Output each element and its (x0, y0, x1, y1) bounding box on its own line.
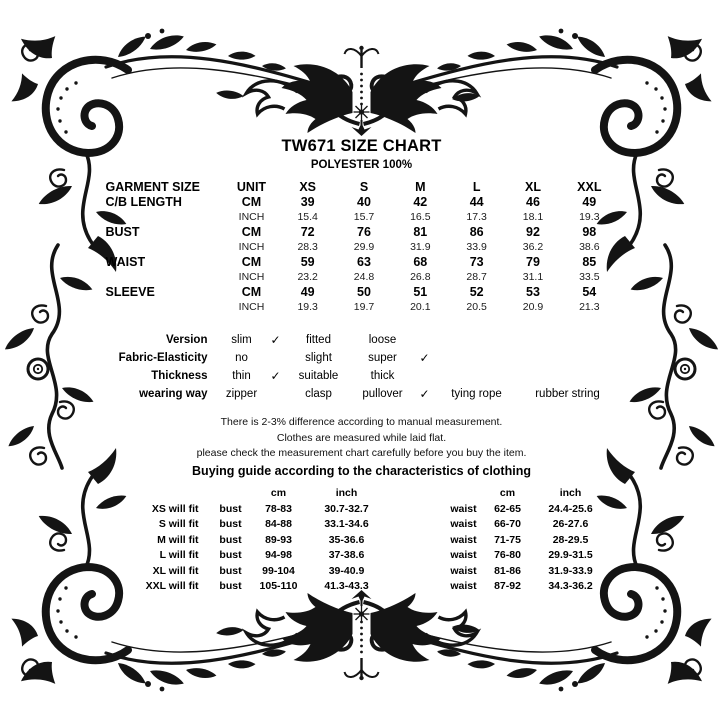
attr-option: tying rope (451, 388, 502, 400)
blank-cell (111, 486, 207, 502)
guide-value: 84-88 (265, 518, 292, 531)
value-cell: 31.1 (522, 270, 544, 283)
check-icon: ✓ (270, 333, 281, 347)
attr-option: rubber string (535, 388, 600, 400)
row-label: C/B LENGTH (105, 194, 182, 209)
blank-cell (391, 532, 441, 548)
guide-value: 24.4-25.6 (548, 502, 593, 515)
attr-option (436, 349, 518, 367)
guide-value: 66-70 (494, 518, 521, 531)
attr-option: thick (370, 370, 395, 382)
value-cell: 51 (413, 284, 428, 299)
row-label (106, 269, 224, 284)
value-cell: 26.8 (410, 270, 431, 283)
guide-row-xs (111, 501, 613, 517)
guide-value: 71-75 (494, 533, 521, 546)
value-cell: 81 (413, 224, 428, 239)
attr-label: Version (165, 334, 208, 346)
guide-value: 94-98 (265, 549, 292, 562)
attr-row-wearing-way (106, 385, 618, 403)
attr-option (436, 367, 518, 385)
note-line: Clothes are measured while laid flat. (276, 431, 447, 444)
unit-header-inch: inch (335, 487, 358, 500)
value-cell: 17.3 (466, 210, 487, 223)
value-cell: 18.1 (522, 210, 544, 223)
value-cell: 63 (357, 254, 371, 269)
attr-option: slight (305, 352, 332, 364)
value-cell: 21.3 (579, 300, 600, 313)
guide-measure: bust (219, 502, 242, 515)
value-cell: 19.7 (353, 300, 375, 313)
blank-cell (207, 486, 255, 502)
value-cell: 49 (582, 194, 597, 209)
size-row-cb-length-inch (106, 209, 618, 224)
guide-header-row (111, 486, 613, 502)
check-icon: ✓ (419, 351, 430, 365)
value-cell: 68 (413, 254, 428, 269)
attr-label: Thickness (151, 370, 208, 382)
guide-value: 39-40.9 (328, 564, 365, 577)
row-label: WAIST (105, 254, 146, 269)
row-label (106, 209, 224, 224)
value-cell: 40 (357, 194, 371, 209)
value-cell: 38.6 (579, 240, 600, 253)
unit-cell: INCH (238, 240, 265, 253)
attr-option: suitable (298, 370, 339, 382)
value-cell: 42 (413, 194, 428, 209)
attr-option (518, 349, 618, 367)
note-line: There is 2-3% difference according to manual measurement. (220, 416, 503, 428)
value-cell: 44 (469, 194, 484, 209)
attr-option (436, 331, 518, 349)
check-icon (266, 385, 286, 403)
value-cell: 15.4 (297, 210, 318, 223)
unit-cell: CM (241, 254, 262, 269)
size-row-cb-length-cm (106, 194, 618, 209)
guide-value: 76-80 (494, 549, 521, 562)
value-cell: 54 (582, 284, 597, 299)
attr-option: zipper (225, 388, 258, 400)
unit-cell: INCH (238, 270, 265, 283)
attr-option: thin (232, 370, 251, 382)
guide-measure: waist (450, 502, 477, 515)
guide-measure: bust (219, 564, 242, 577)
guide-value: 28-29.5 (552, 533, 589, 546)
guide-value: 35-36.6 (328, 533, 365, 546)
value-cell: 46 (526, 194, 540, 209)
check-icon: ✓ (270, 369, 281, 383)
page-title: TW671 SIZE CHART (281, 137, 442, 155)
guide-value: 99-104 (262, 564, 295, 577)
buying-guide-heading: Buying guide according to the characteristics of clothing (192, 463, 531, 478)
attr-row-fabric-elasticity (106, 349, 618, 367)
check-icon (266, 349, 286, 367)
unit-header-cm: cm (499, 487, 516, 500)
attr-option: no (235, 352, 248, 364)
attr-row-thickness (106, 367, 618, 385)
attr-option: clasp (305, 388, 332, 400)
value-cell: 19.3 (579, 210, 600, 223)
size-row-bust-cm (106, 224, 618, 239)
guide-value: 81-86 (494, 564, 521, 577)
value-cell: 31.9 (410, 240, 431, 253)
measurement-notes (0, 415, 723, 462)
border-bottom-center-motif (216, 590, 480, 680)
attr-label: Fabric-Elasticity (118, 352, 208, 364)
attr-option: pullover (362, 388, 403, 400)
value-cell: 29.9 (353, 240, 375, 253)
value-cell: 76 (357, 224, 371, 239)
guide-value: 105-110 (259, 580, 298, 593)
row-label: BUST (105, 224, 140, 239)
unit-cell: INCH (238, 210, 265, 223)
guide-size-label: XL will fit (152, 564, 199, 577)
unit-cell: CM (241, 224, 262, 239)
unit-cell: CM (241, 194, 262, 209)
attr-row-version (106, 331, 618, 349)
value-cell: 85 (582, 254, 597, 269)
value-cell: 16.5 (410, 210, 431, 223)
guide-value: 37-38.6 (328, 549, 365, 562)
guide-size-label: L will fit (159, 549, 199, 562)
check-icon: ✓ (419, 387, 430, 401)
value-cell: 52 (469, 284, 484, 299)
attributes-table (106, 331, 618, 403)
page-subtitle: POLYESTER 100% (310, 159, 413, 171)
value-cell: 50 (357, 284, 371, 299)
value-cell: 49 (300, 284, 315, 299)
guide-row-xl (111, 563, 613, 579)
guide-row-l (111, 548, 613, 564)
value-cell: 20.9 (522, 300, 544, 313)
size-table-header-row (106, 179, 618, 194)
value-cell: 79 (526, 254, 540, 269)
guide-value: 62-65 (494, 502, 521, 515)
guide-value: 29.9-31.5 (548, 549, 593, 562)
attr-option: slim (231, 334, 252, 346)
blank-cell (391, 579, 441, 595)
value-cell: 98 (582, 224, 597, 239)
guide-value: 30.7-32.7 (324, 502, 369, 515)
blank-cell (391, 563, 441, 579)
value-cell: 36.2 (522, 240, 544, 253)
unit-header-cm: cm (270, 487, 287, 500)
row-label (106, 239, 224, 254)
value-cell: 33.9 (466, 240, 487, 253)
col-header-xl: XL (524, 179, 541, 194)
value-cell: 59 (300, 254, 315, 269)
unit-cell: INCH (238, 300, 265, 313)
col-header-m: M (415, 179, 426, 194)
blank-cell (391, 548, 441, 564)
col-header-s: S (359, 179, 369, 194)
row-label (106, 299, 224, 314)
check-icon (414, 331, 436, 349)
value-cell: 15.7 (353, 210, 375, 223)
attr-option (518, 331, 618, 349)
value-cell: 20.1 (410, 300, 431, 313)
value-cell: 33.5 (579, 270, 600, 283)
blank-cell (391, 501, 441, 517)
size-row-sleeve-cm (106, 284, 618, 299)
size-row-waist-cm (106, 254, 618, 269)
attr-option: loose (368, 334, 397, 346)
guide-measure: bust (219, 580, 242, 593)
guide-value: 26-27.6 (552, 518, 589, 531)
attr-option: fitted (306, 334, 331, 346)
blank-cell (391, 517, 441, 533)
guide-value: 89-93 (265, 533, 292, 546)
guide-value: 78-83 (265, 502, 292, 515)
col-header-garment-size: GARMENT SIZE (105, 179, 200, 194)
guide-measure: bust (219, 518, 242, 531)
value-cell: 53 (526, 284, 540, 299)
guide-measure: bust (219, 533, 242, 546)
value-cell: 73 (469, 254, 484, 269)
guide-value: 87-92 (494, 580, 521, 593)
attr-option (518, 367, 618, 385)
guide-value: 33.1-34.6 (324, 518, 369, 531)
guide-size-label: M will fit (157, 533, 199, 546)
value-cell: 86 (469, 224, 484, 239)
blank-cell (441, 486, 487, 502)
col-header-xs: XS (299, 179, 316, 194)
guide-value: 31.9-33.9 (548, 564, 593, 577)
guide-measure: waist (450, 564, 477, 577)
col-header-unit: UNIT (236, 179, 267, 194)
value-cell: 92 (526, 224, 540, 239)
size-row-bust-inch (106, 239, 618, 254)
guide-row-xxl (111, 579, 613, 595)
note-line: please check the measurement chart carefully before you buy the item. (196, 447, 527, 459)
guide-value: 41.3-43.3 (324, 580, 369, 593)
guide-measure: waist (450, 533, 477, 546)
row-label: SLEEVE (105, 284, 155, 299)
guide-measure: bust (219, 549, 242, 562)
value-cell: 28.7 (466, 270, 487, 283)
unit-header-inch: inch (559, 487, 582, 500)
value-cell: 39 (300, 194, 315, 209)
size-table (106, 179, 618, 314)
blank-cell (391, 486, 441, 502)
unit-cell: CM (241, 284, 262, 299)
guide-size-label: XXL will fit (145, 580, 199, 593)
value-cell: 19.3 (297, 300, 318, 313)
value-cell: 28.3 (297, 240, 318, 253)
guide-size-label: S will fit (158, 518, 199, 531)
attr-label: wearing way (139, 388, 208, 400)
guide-measure: waist (450, 549, 477, 562)
guide-size-label: XS will fit (151, 502, 199, 515)
guide-row-s (111, 517, 613, 533)
guide-row-m (111, 532, 613, 548)
value-cell: 23.2 (297, 270, 318, 283)
size-row-sleeve-inch (106, 299, 618, 314)
value-cell: 24.8 (353, 270, 375, 283)
guide-value: 34.3-36.2 (548, 580, 593, 593)
check-icon (414, 367, 436, 385)
attr-option: super (368, 352, 397, 364)
guide-measure: waist (450, 518, 477, 531)
value-cell: 72 (300, 224, 315, 239)
col-header-xxl: XXL (577, 179, 602, 194)
guide-measure: waist (450, 580, 477, 593)
buying-guide-table (111, 486, 613, 595)
size-row-waist-inch (106, 269, 618, 284)
value-cell: 20.5 (466, 300, 487, 313)
col-header-l: L (472, 179, 481, 194)
